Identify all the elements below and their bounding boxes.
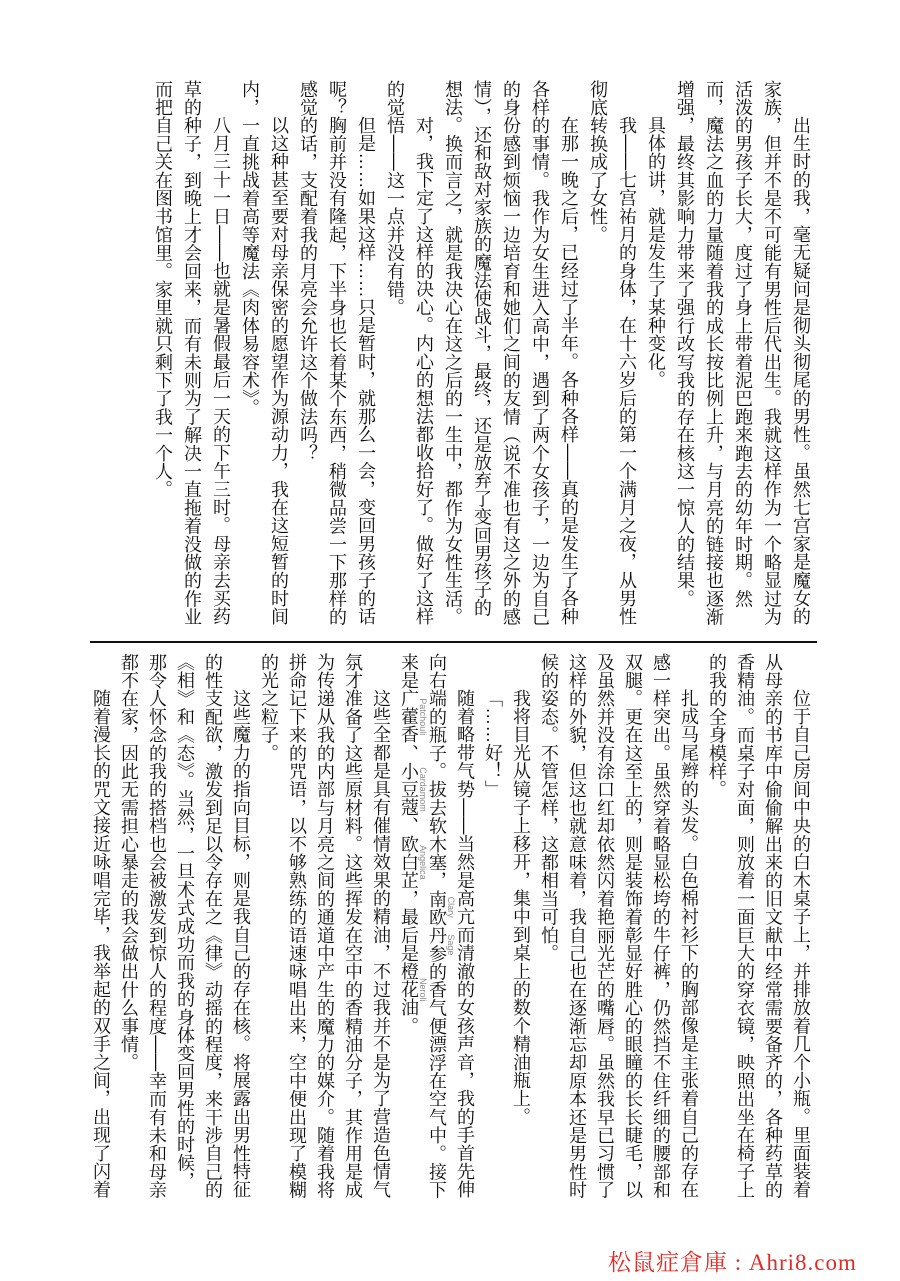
paragraph: 我将目光从镜子上移开，集中到桌上的数个精油瓶上。 xyxy=(511,689,531,1126)
watermark-text: 松鼠症倉庫 : Ahri8.com xyxy=(608,1250,857,1275)
paragraph: 随着漫长的咒文接近咏唱完毕，我举起的双手之间，出现了闪着 xyxy=(91,689,111,1199)
top-text-block xyxy=(148,80,815,628)
essential-oil-name: 广藿香 Patchouli xyxy=(399,689,428,745)
paragraph: 但是……如果这样……只是暂时，就那么一会，变回男孩子的话呢？胸前并没有隆起，下半身也长着某个东西，稍微品尝一下那样的感觉的话，支配着我的月亮会允许这个做法吗？ xyxy=(298,80,376,626)
oil-name-ruby-latin: Angelica xyxy=(418,835,428,890)
paragraph: 「……好！」 xyxy=(483,689,503,799)
oil-name-ruby-latin: Neroli xyxy=(418,962,428,1018)
oil-name-ruby-latin: Patchouli xyxy=(418,689,428,744)
paragraph: 这些魔力的指向目标，则是我自己的存在核。将展露出男性特征的性支配欲，激发到足以令存在之《律》动摇的程度，来干涉自己的《相》和《态》。当然，一旦术式成功而我的身体变回男性的时候，那令人怀念的我的搭档也会被激发到惊人的程度——幸而有未和母亲都不在家，因此无需担心暴走的我会做出什么事情。 xyxy=(119,653,251,1199)
paragraph: 对，我下定了这样的决心。内心的想法都收拾好了。做好了这样的觉悟——这一点并没有错。 xyxy=(385,80,434,626)
paragraph: 扎成马尾辫的头发。白色棉衬衫下的胸部像是主张着自己的存在感一样突出。虽然穿着略显松垮的牛仔裤，仍然挡不住纤细的腰部和双腿。更在这至上的，则是装饰着彰显好胜心的眼瞳的长长睫毛，以及虽然并没有涂口红却依然闪着艳丽光芒的嘴唇。虽然我早已习惯了这样的外貌，但这也就意味着，我自己也在逐渐忘却原本还是男性时候的姿态。不管怎样，这都相当可怕。 xyxy=(539,653,699,1199)
essential-oil-name: 小豆蔻 Cardamom xyxy=(399,762,428,817)
essential-oil-name: 南欧丹参 Clary Sage xyxy=(427,889,456,963)
section-divider-line xyxy=(90,641,817,643)
bottom-text-block xyxy=(87,653,815,1203)
paragraph: 八月三十一日——也就是暑假最后一天的下午三时。母亲去买药草的种子，到晚上才会回来，而有未则为了解决一直拖着没做的作业而把自己关在图书馆里。家里就只剩下了我一个人。 xyxy=(153,80,231,626)
paragraph: 在那一晚之后，已经过了半年。各种各样——真的是发生了各种各样的事情。我作为女生进入高中，遇到了两个女孩子，一边为自己的身份感到烦恼一边培育和她们之间的友情（说不准也有这之外的感情），还和敌对家族的魔法使战斗，最终，还是放弃了变回男孩子的想法。换而言之，就是我决心在这之后的一生中，都作为女性生活。 xyxy=(443,80,579,626)
paragraph: 出生时的我，毫无疑问是彻头彻尾的男性。虽然七宫家是魔女的家族，但并不是不可能有男性后代出生。我就这样作为一个略显过为活泼的男孩子长大，度过了身上带着泥巴跑来跑去的幼年时期。然而，魔法之血的力量随着我的成长按比例上升，与月亮的链接也逐渐增强，最终其影响力带来了强行改写我的存在核这一惊人的结果。 xyxy=(675,80,811,626)
oil-name-ruby-latin: Cardamom xyxy=(418,762,428,817)
paragraph: 我——七宫祐月的身体，在十六岁后的第一个满月之夜，从男性彻底转换成了女性。 xyxy=(588,80,637,626)
paragraph: 以这种甚至要对母亲保密的愿望作为源动力，我在这短暂的时间内，一直挑战着高等魔法《肉体易容术》。 xyxy=(240,80,289,626)
oil-name-ruby-latin: Clary Sage xyxy=(446,889,456,963)
watermark xyxy=(608,1244,857,1277)
essential-oil-name: 欧白芷 Angelica xyxy=(399,835,428,890)
paragraph: 随着略带气势——当然是高亢而清澈的女孩声音，我的手首先伸向右端的瓶子。拔去软木塞，南欧丹参 Clary Sage的香气便漂浮在空气中。接下来是广藿香 Patchouli、小豆蔻 Cardamom、欧白芷 Angelica，最后是橙花油 Neroli。 xyxy=(399,653,475,1200)
paragraph: 具体的讲，就是发生了某种变化。 xyxy=(646,116,666,389)
paragraph: 这些全都是具有催情效果的精油，不过我并不是为了营造色情气氛才准备了这些原材料。这些挥发在空中的香精油分子，其作用是成为传递从我的内部与月亮之间的通道中产生的魔力的媒介。随着我将拼命记下来的咒语，以不够熟练的语速咏唱出来，空中便出现了模糊的光之粒子。 xyxy=(259,653,391,1199)
paragraph: 位于自己房间中央的白木桌子上，并排放着几个小瓶。里面装着从母亲的书库中偷偷解出来的旧文献中经常需要备齐的，各种药草的香精油。而桌子对面，则放着一面巨大的穿衣镜，映照出坐在椅子上的我的全身模样。 xyxy=(707,653,811,1199)
essential-oil-name: 橙花油 Neroli xyxy=(399,962,428,1018)
